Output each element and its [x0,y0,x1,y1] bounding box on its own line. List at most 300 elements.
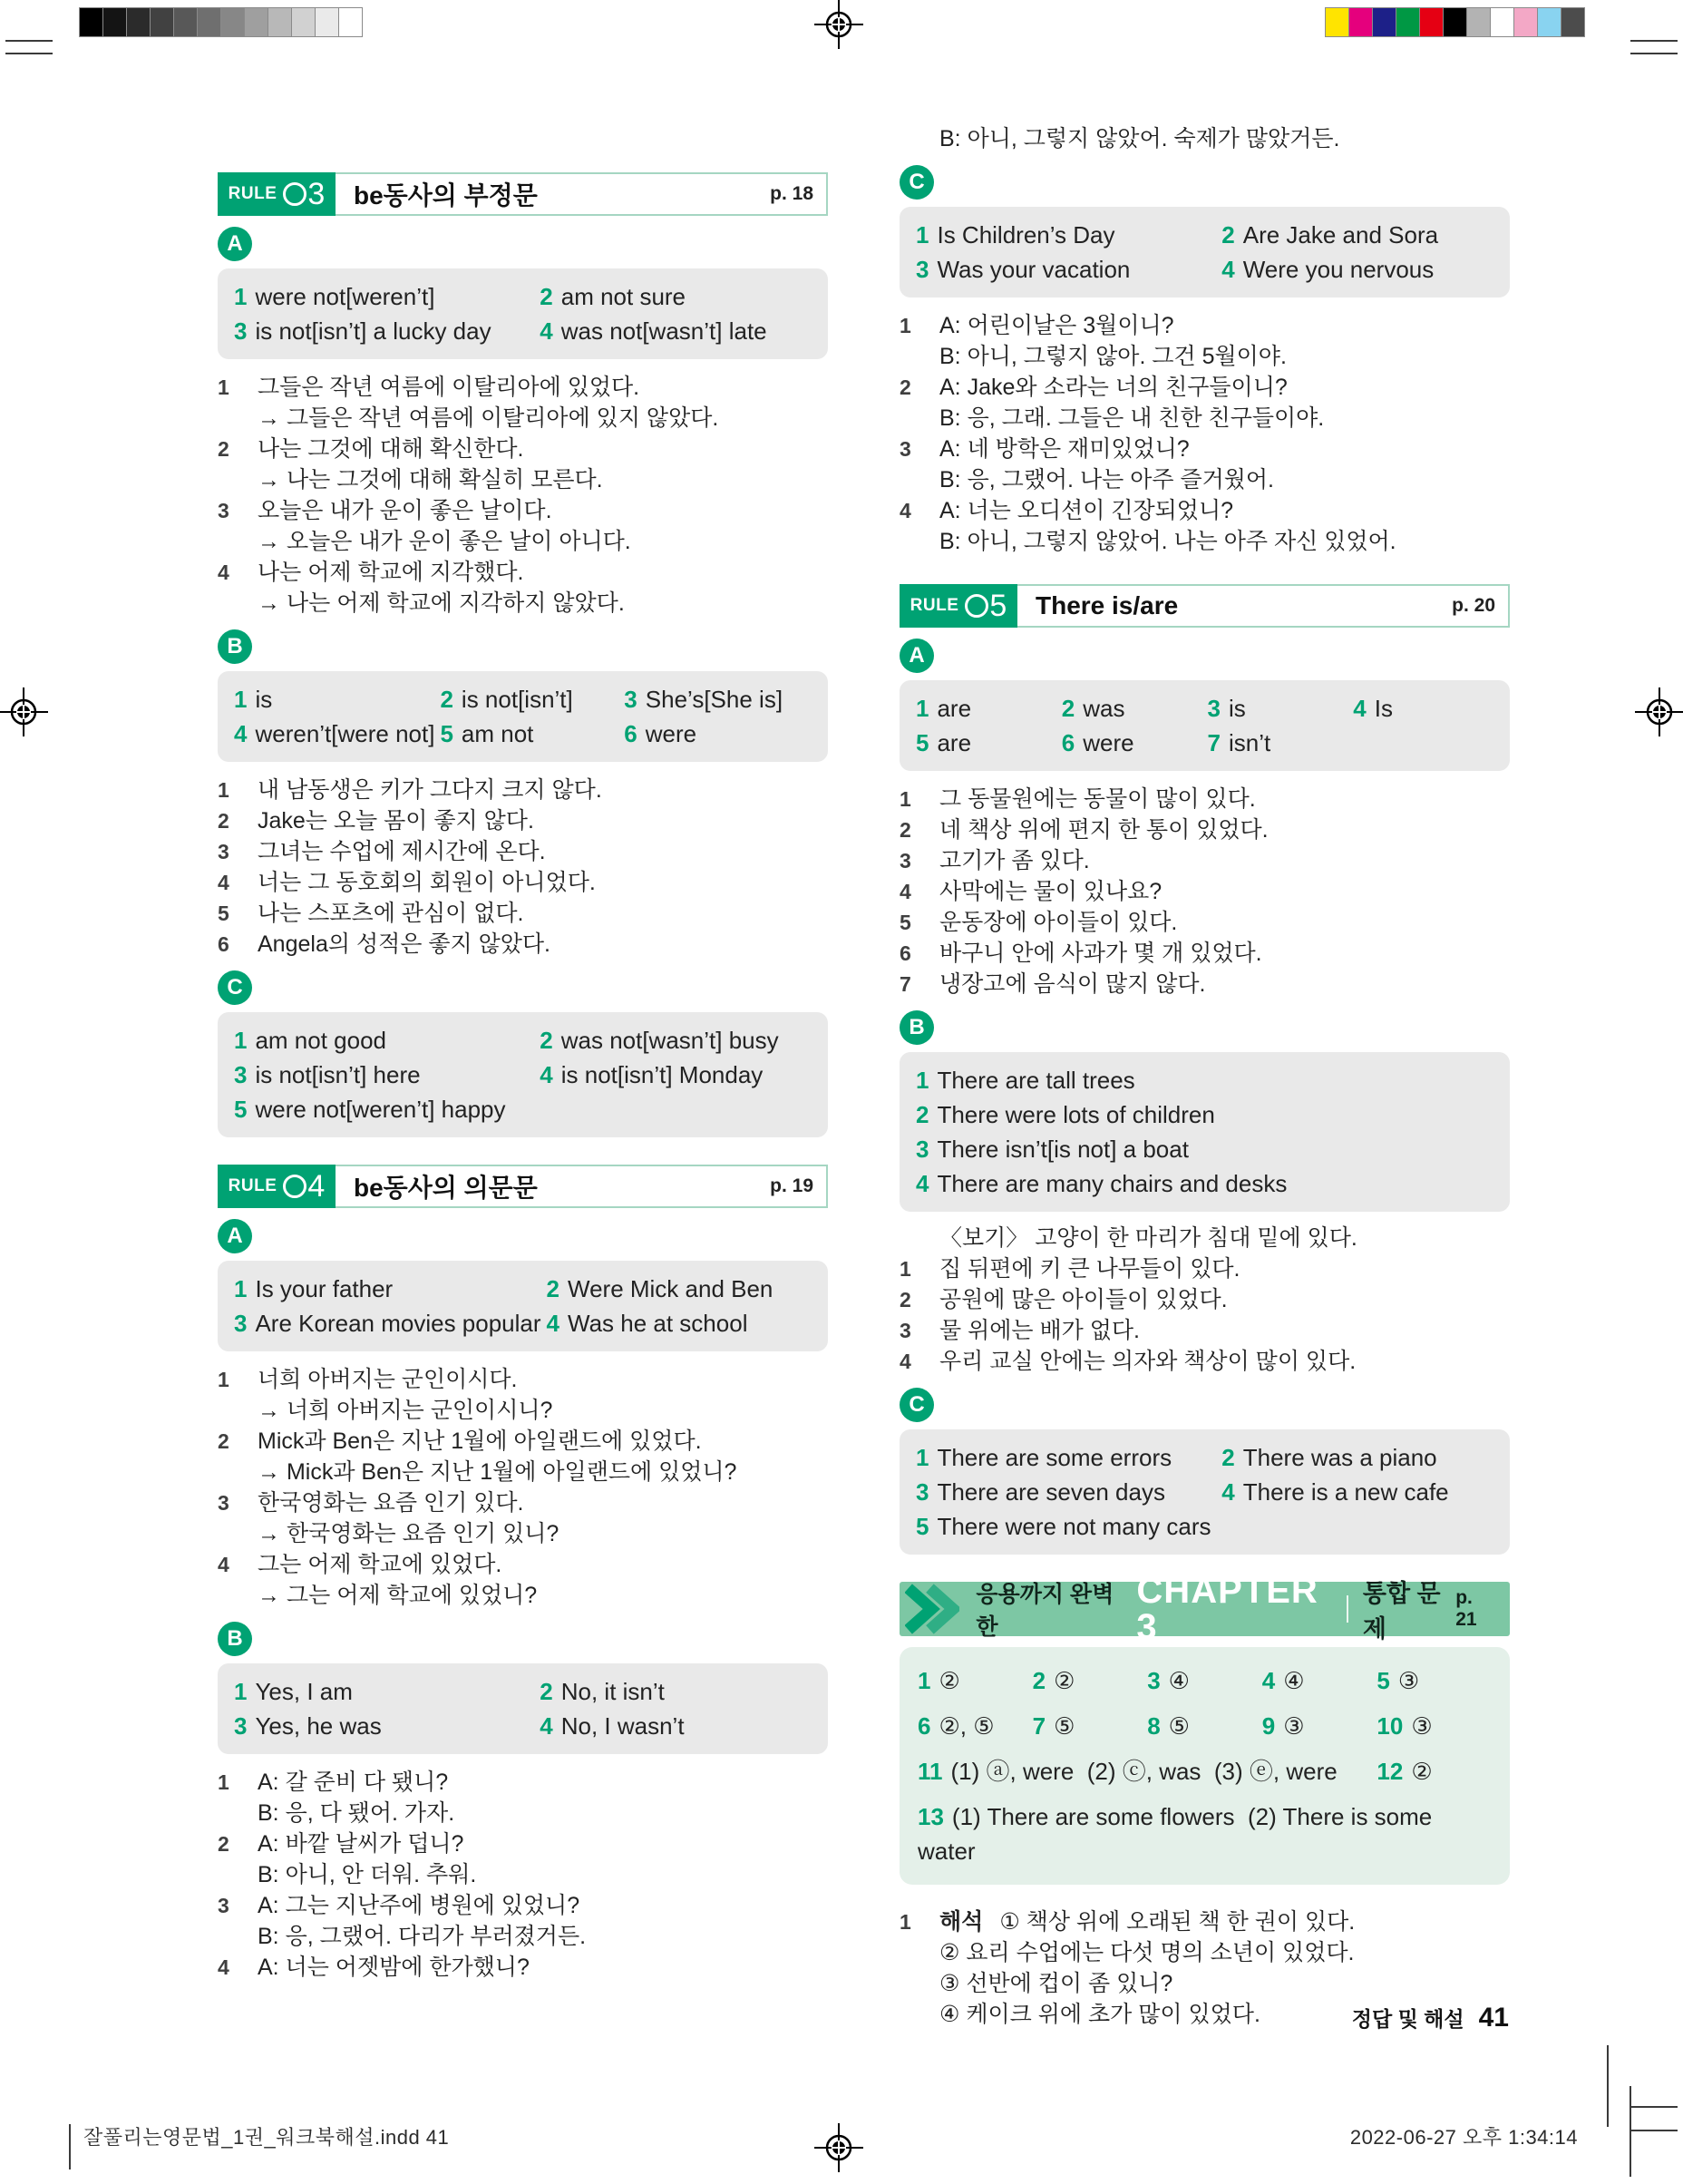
answer-number: 3 [916,1478,929,1506]
answer-text: There was a piano [1242,1444,1437,1471]
answer-number: 3 [916,256,929,283]
crop-mark [5,40,53,42]
answer-item [624,682,812,717]
item-subtext: → 그는 어제 학교에 있었니? [258,1583,538,1608]
answer-text: There were not many cars [937,1513,1211,1540]
answer-text: No, I wasn’t [560,1712,685,1740]
answer-text: Is [1374,695,1393,722]
answer-number: 2 [540,1678,553,1705]
item-text: 바구니 안에 사과가 몇 개 있었다. [939,941,1262,966]
answer-number: 6 [624,720,637,747]
answer-grid [234,279,812,348]
item-text: 오늘은 내가 운이 좋은 날이다. [258,498,552,523]
answer-grid [916,1440,1493,1544]
item-number: 3 [218,499,229,522]
item-text: A: 네 방학은 재미있었니? [939,436,1190,462]
rule-page-ref: p. 18 [770,183,813,204]
answer-item [1221,252,1493,287]
answer-item [916,252,1216,287]
answer-item [916,1509,1216,1544]
section-badge-c: C [218,970,252,1005]
answer-text: were [1083,729,1134,756]
chapter-3-section [900,1571,1510,2030]
item-number: 4 [900,499,911,522]
section-badge-a: A [218,1219,252,1253]
answer-number: 2 [440,686,453,713]
answer-text: am not good [255,1027,387,1054]
answer-number: 6 [1061,729,1075,756]
answer-text: No, it isn’t [560,1678,665,1705]
answer-number: 4 [234,720,248,747]
answer-item [1262,1663,1377,1698]
item-text: Mick과 Ben은 지난 1월에 아일랜드에 있었다. [258,1428,702,1454]
answer-number: 5 [916,729,929,756]
rule-page-ref: p. 19 [770,1175,813,1196]
answer-box-c [218,1012,828,1137]
example-lead-line: 〈보기〉 고양이 한 마리가 침대 밑에 있다. [939,1225,1357,1251]
answer-number: 3 [234,317,248,345]
answer-item [1033,1709,1148,1743]
item-text: A: 너는 어젯밤에 한가했니? [258,1955,530,1980]
answer-item [916,1440,1216,1475]
dialogue-list-b [218,1767,828,1983]
answer-item [1062,691,1202,726]
answer-number: 2 [1221,1444,1235,1471]
rule-03-section [218,172,828,1137]
answer-number: 1 [234,1275,248,1302]
list-item [218,775,828,805]
item-text: Jake는 오늘 몸이 좋지 않다. [258,808,534,834]
answer-item [1147,1709,1262,1743]
item-text: 물 위에는 배가 없다. [939,1318,1140,1343]
answer-number: 1 [916,1067,929,1094]
list-item [900,1346,1510,1377]
rule-04-header [218,1165,828,1208]
item-subtext: B: 응, 다 됐어. 가자. [258,1800,455,1826]
item-text: A: 바깥 날씨가 덥니? [258,1831,464,1857]
rule-04-section [218,1165,828,1983]
list-item [900,938,1510,969]
answer-number: 2 [1032,1667,1046,1694]
item-text: 그 동물원에는 동물이 많이 있다. [939,786,1256,812]
answer-number: 1 [916,1444,929,1471]
list-item [218,1828,828,1890]
crop-mark [1630,2130,1678,2131]
answer-item [234,279,534,314]
item-number: 1 [218,1770,229,1794]
answer-box-a [218,268,828,359]
list-item [218,836,828,867]
answer-item [1208,691,1348,726]
answer-item [624,717,812,751]
answer-text: is not[isn’t] a lucky day [255,317,491,345]
answer-item [547,1306,799,1341]
zero-ring-icon [965,594,988,618]
answer-grid [916,691,1493,760]
translation-list-b [900,1253,1510,1377]
answer-text: am not sure [560,283,686,310]
rule-number: 4 [283,1171,325,1202]
answer-text: is not[isn’t] here [255,1061,421,1088]
item-subtext: B: 응, 그래. 그들은 내 친한 친구들이야. [939,405,1325,431]
answer-number: 4 [540,1712,553,1740]
answer-item [234,1306,541,1341]
answer-text: are [937,695,972,722]
answer-number: 5 [440,720,453,747]
item-number: 1 [218,375,229,399]
answer-text: ⑤ [1054,1712,1075,1740]
item-text: A: Jake와 소라는 너의 친구들이니? [939,375,1288,400]
list-item [900,310,1510,372]
list-item [218,1364,828,1426]
answer-text: was not[wasn’t] busy [560,1027,779,1054]
item-text: 운동장에 아이들이 있다. [939,910,1178,935]
answer-item [918,1663,1033,1698]
rule-05-header [900,584,1510,628]
answer-text: (1) ⓐ, were (2) ⓒ, was (3) ⓔ, were [950,1758,1338,1785]
answer-item [540,1709,812,1743]
dialogue-continuation: B: 아니, 그렇지 않았어. 숙제가 많았거든. [939,126,1340,151]
chapter-page-ref: p. 21 [1455,1587,1477,1630]
item-number: 1 [900,1257,911,1281]
rule-word: RULE [228,184,277,203]
answer-box-b [218,1663,828,1754]
answer-box-b [218,671,828,762]
answer-grid [234,682,812,751]
answer-item [916,1475,1216,1509]
answer-text: Is your father [255,1275,394,1302]
item-number: 6 [900,941,911,965]
section-badge-b: B [900,1010,934,1045]
rule-number: 5 [965,590,1007,621]
grayscale-calibration-strip [80,7,363,37]
item-text: 공원에 많은 아이들이 있었다. [939,1287,1228,1312]
section-badge-a: A [900,639,934,673]
item-text: 너희 아버지는 군인이시다. [258,1367,518,1392]
item-number: 2 [218,437,229,461]
answer-number: 2 [546,1275,559,1302]
item-number: 2 [900,1288,911,1311]
answer-text: is [1228,695,1246,722]
answer-item [1208,726,1348,760]
answer-number: 13 [918,1803,944,1830]
answer-number: 4 [546,1310,559,1337]
answer-item [234,1272,541,1306]
chapter-answer-row-11-12 [918,1754,1492,1789]
item-subtext: B: 아니, 안 더워. 추워. [258,1862,477,1887]
answer-number: 4 [1353,695,1367,722]
answer-text: were not[weren’t] happy [255,1096,506,1123]
answer-text: ② [1054,1667,1075,1694]
item-text: 나는 어제 학교에 지각했다. [258,560,524,585]
rule-title: There is/are [1036,591,1179,619]
answer-number: 12 [1377,1758,1404,1785]
answer-text: There isn’t[is not] a boat [937,1136,1189,1163]
answer-number: 1 [234,686,248,713]
list-item [218,1549,828,1611]
answer-box-a [900,680,1510,771]
answer-number: 5 [234,1096,248,1123]
chapter-answer-grid [918,1663,1492,1743]
answer-number: 1 [234,1678,248,1705]
chapter-answers-box [900,1647,1510,1885]
item-subtext: B: 아니, 그렇지 않았어. 나는 아주 자신 있었어. [939,529,1396,554]
rule-word: RULE [228,1176,277,1195]
answer-text: Were Mick and Ben [568,1275,773,1302]
section-badge-b: B [218,1622,252,1656]
divider [1347,1595,1348,1623]
item-text: 너는 그 동호회의 회원이 아니었다. [258,870,596,895]
crop-mark [5,53,53,54]
answer-box-c [900,1429,1510,1555]
item-text: 내 남동생은 키가 그다지 크지 않다. [258,777,602,803]
chapter-answer-row-13 [918,1799,1492,1868]
answer-number: 1 [916,695,929,722]
section-badge-b: B [218,629,252,664]
list-item [900,969,1510,999]
answer-item [540,279,812,314]
explanation-first-line [939,1906,1510,1937]
chapter-title: CHAPTER 3 [1136,1571,1318,1647]
item-number: 1 [900,787,911,811]
chapter-subtitle: 통합 문제 [1362,1580,1441,1643]
double-chevron-icon [905,1582,959,1636]
answer-text: There are some errors [937,1444,1172,1471]
rule-05-section [900,584,1510,1555]
rule-title: be동사의 부정문 [354,181,538,210]
item-text: 고기가 좀 있다. [939,848,1090,873]
answer-item [547,1272,799,1306]
footer-page-number: 41 [1478,2003,1509,2033]
answer-text: Yes, I am [255,1678,353,1705]
answer-text: She’s[She is] [645,686,783,713]
explanation-line: ③ 선반에 컵이 좀 있니? [939,1971,1173,1996]
answer-number: 3 [234,1061,248,1088]
rule-tag [218,1165,336,1208]
zero-ring-icon [283,182,306,206]
section-badge-c: C [900,1388,934,1422]
list-item [218,1487,828,1549]
answer-item [440,682,618,717]
answer-item [234,314,534,348]
answer-item [234,1023,534,1058]
answer-grid [916,1063,1493,1201]
rule-04-c-block [900,165,1510,557]
answer-text: is not[isn’t] Monday [560,1061,764,1088]
answer-number: 4 [1221,256,1235,283]
list-item [900,784,1510,814]
item-text: A: 갈 준비 다 됐니? [258,1770,449,1795]
item-number: 2 [900,375,911,399]
answer-grid [234,1023,812,1126]
list-item [218,805,828,836]
translation-list-a [218,1364,828,1611]
answer-text: There are seven days [937,1478,1165,1506]
item-number: 4 [218,1553,229,1576]
item-subtext: → 너희 아버지는 군인이시니? [258,1398,553,1423]
item-text: 우리 교실 안에는 의자와 책상이 많이 있다. [939,1349,1357,1374]
answer-number: 8 [1147,1712,1161,1740]
list-item [218,557,828,619]
answer-item [234,1092,534,1126]
item-subtext: → 나는 어제 학교에 지각하지 않았다. [258,590,625,616]
answer-number: 10 [1377,1712,1404,1740]
answer-number: 1 [916,221,929,249]
color-calibration-strip [1326,7,1585,37]
item-number: 3 [900,849,911,873]
answer-text: (1) There are some flowers (2) There is some water [918,1803,1439,1865]
list-item [218,1426,828,1487]
answer-number: 3 [1207,695,1221,722]
answer-text: Yes, he was [255,1712,382,1740]
answer-item [916,218,1216,252]
crop-mark [1629,2086,1631,2177]
item-subtext: B: 응, 그랬어. 나는 아주 즐거웠어. [939,467,1274,492]
section-badge-c: C [900,165,934,200]
item-text: 그들은 작년 여름에 이탈리아에 있었다. [258,375,640,400]
rule-03-header [218,172,828,216]
list-item [900,372,1510,434]
answer-item [916,1097,1493,1132]
answer-text: Were you nervous [1242,256,1435,283]
list-item [900,1315,1510,1346]
item-number: 3 [218,1491,229,1515]
answer-item [1033,1663,1148,1698]
answer-number: 5 [1377,1667,1390,1694]
item-number: 4 [218,871,229,894]
answer-text: weren’t[were not] [255,720,435,747]
answer-number: 1 [918,1667,931,1694]
item-subtext: → 그들은 작년 여름에 이탈리아에 있지 않았다. [258,405,719,431]
answer-item [918,1754,1377,1789]
answer-text: isn’t [1228,729,1271,756]
answer-number: 4 [540,317,553,345]
item-text: 냉장고에 음식이 많지 않다. [939,971,1206,997]
item-number: 3 [218,1894,229,1917]
answer-text: ② [1411,1758,1433,1785]
answer-item [540,314,812,348]
item-number: 4 [218,1955,229,1979]
answer-text: Are Jake and Sora [1242,221,1439,249]
answer-grid [234,1272,812,1341]
crop-mark [1607,2045,1609,2127]
list-item [218,898,828,929]
answer-text: ⑤ [1168,1712,1190,1740]
answer-number: 4 [540,1061,553,1088]
prepress-filename: 잘풀리는영문법_1권_워크북해설.indd 41 [83,2126,450,2149]
explanation-line: ② 요리 수업에는 다섯 명의 소년이 있었다. [939,1940,1355,1965]
registration-mark-icon [1634,687,1683,737]
list-item [900,845,1510,876]
list-item [900,814,1510,845]
answer-text: am not [461,720,534,747]
item-number: 2 [900,818,911,842]
item-number: 1 [218,778,229,802]
answer-number: 3 [916,1136,929,1163]
answer-text: is not[isn’t] [461,686,573,713]
item-subtext: B: 응, 그랬어. 다리가 부러졌거든. [258,1924,587,1949]
item-text: 나는 그것에 대해 확신한다. [258,436,524,462]
answer-text: was not[wasn’t] late [560,317,767,345]
answer-item [1353,691,1493,726]
answer-number: 4 [1221,1478,1235,1506]
explanation-line: ④ 케이크 위에 초가 많이 있었다. [939,2002,1260,2027]
list-item [218,1767,828,1828]
answer-item [540,1023,812,1058]
item-number: 3 [900,1319,911,1342]
answer-item [1377,1709,1492,1743]
answer-number: 2 [1221,221,1235,249]
item-subtext: → 나는 그것에 대해 확실히 모른다. [258,467,603,492]
item-text: 그녀는 수업에 제시간에 온다. [258,839,546,864]
item-number: 3 [900,437,911,461]
answer-text: ④ [1168,1667,1190,1694]
item-text: 사막에는 물이 있나요? [939,879,1163,904]
item-subtext: → 오늘은 내가 운이 좋은 날이 아니다. [258,529,631,554]
crop-mark [1630,53,1678,54]
page-footer [900,2003,1509,2033]
answer-number: 7 [1032,1712,1046,1740]
chapter-intro-label: 응용까지 완벽한 [976,1582,1114,1640]
left-column [218,172,828,1983]
item-text: 네 책상 위에 편지 한 통이 있었다. [939,817,1269,843]
item-subtext: B: 아니, 그렇지 않아. 그건 5월이야. [939,344,1287,369]
answer-number: 4 [1261,1667,1276,1694]
answer-text: ②, ⑤ [939,1712,995,1740]
answer-text: Is Children’s Day [937,221,1115,249]
explanation-label: 해석 [939,1909,984,1935]
prepress-datetime: 2022-06-27 오후 1:34:14 [1349,2126,1578,2149]
answer-item [1221,1475,1493,1509]
registration-mark-icon [813,2122,864,2173]
answer-item [916,1132,1493,1166]
answer-number: 6 [918,1712,931,1740]
translation-list-a [218,372,828,619]
answer-number: 1 [234,283,248,310]
item-number: 7 [900,972,911,996]
zero-ring-icon [283,1175,306,1198]
registration-mark-icon [813,0,864,50]
list-item [900,1284,1510,1315]
item-subtext: → 한국영화는 요즘 인기 있니? [258,1521,559,1546]
item-number: 6 [218,932,229,956]
answer-item [234,1709,534,1743]
rule-tag [900,584,1017,628]
answer-item [916,726,1056,760]
answer-item [1377,1754,1492,1789]
answer-item [916,1063,1493,1097]
answer-number: 9 [1261,1712,1276,1740]
list-item [218,1952,828,1983]
dialogue-list-c [900,310,1510,557]
list-item [900,907,1510,938]
answer-text: There were lots of children [937,1101,1215,1128]
answer-text: There are tall trees [937,1067,1135,1094]
item-text: A: 그는 지난주에 병원에 있었니? [258,1893,580,1918]
answer-number: 2 [1061,695,1075,722]
answer-item [234,682,434,717]
list-item [900,1253,1510,1284]
item-number: 4 [900,1350,911,1373]
crop-mark [69,2124,71,2169]
answer-number: 3 [624,686,637,713]
answer-text: Was he at school [568,1310,748,1337]
answer-item [916,1166,1493,1201]
answer-number: 3 [234,1310,248,1337]
item-text: Angela의 성적은 좋지 않았다. [258,931,550,957]
item-number: 4 [218,561,229,584]
answer-item [1062,726,1202,760]
